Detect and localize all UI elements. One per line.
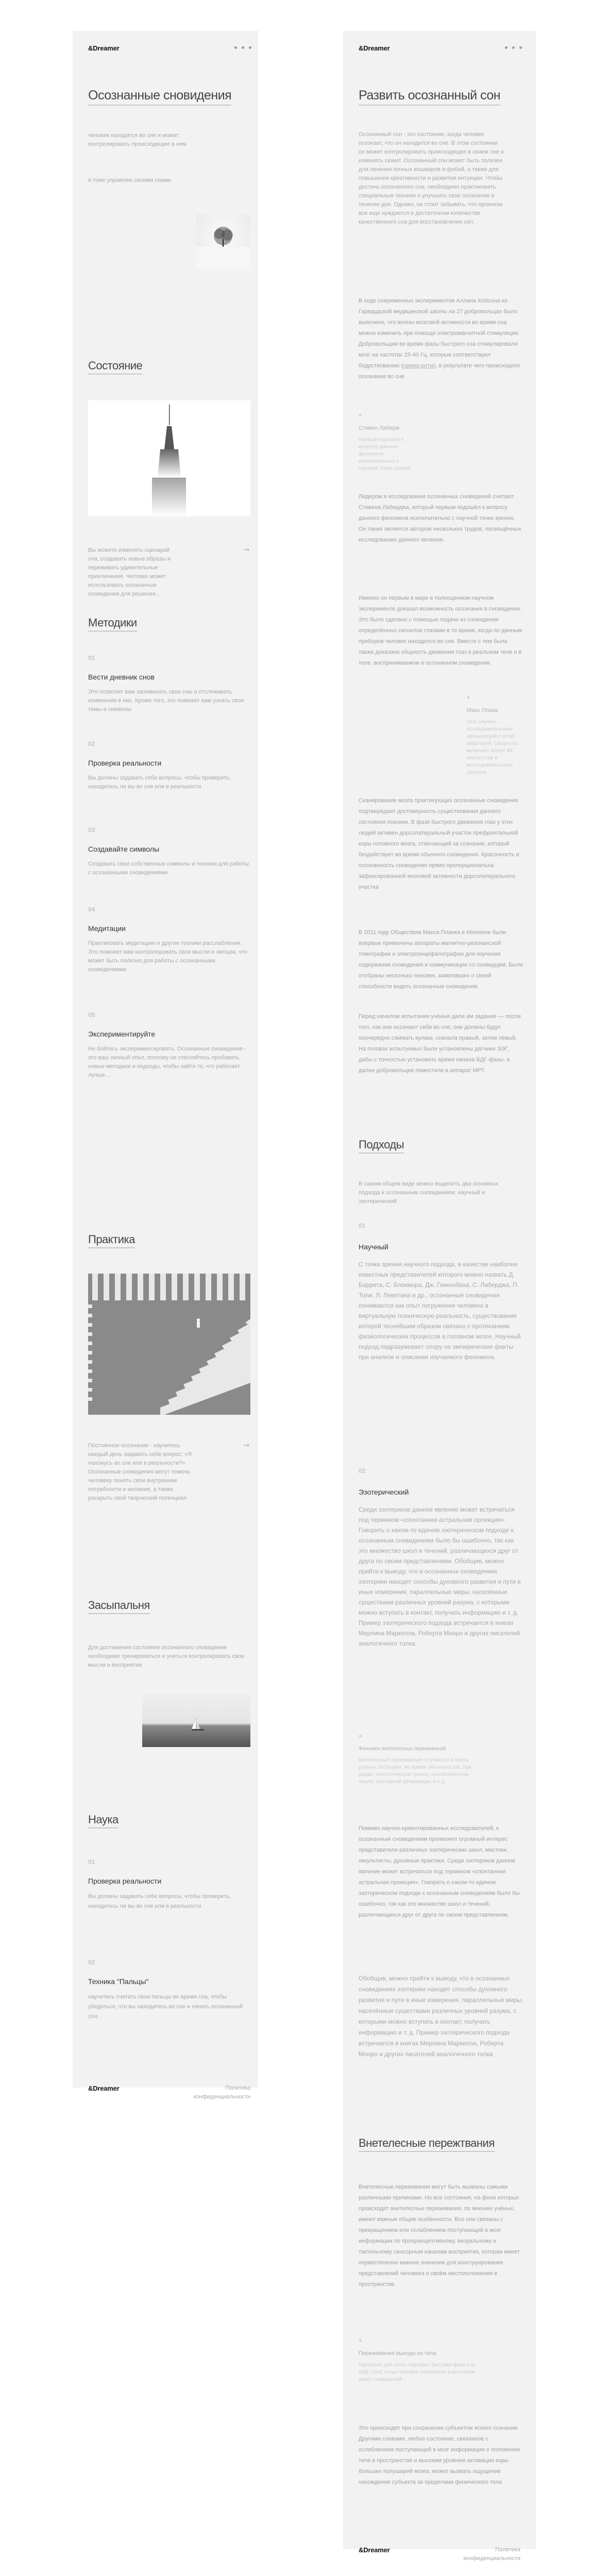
planck-paragraph-1: В 2011 году Обществом Макса Планка в Мюнхене были впервые применены аппараты магнитно-резонансной томографии и электроэнцефалографии для изучения содержания сновидения и коммуникации со сновидцем. Были отобраны несколько человек, заявлявших о своей способности видеть осознанные сновидения.	[359, 929, 523, 990]
item-text: научитесь считать свои пальцы во время сна, чтобы убедиться, что вы находитесь во сне и начать осознанный сон.	[88, 1994, 243, 2020]
section-title-practice: Практика	[88, 1233, 135, 1248]
arrow-right-icon[interactable]: →	[242, 543, 251, 553]
methods-item	[88, 654, 250, 714]
esoteric-paragraph-2: Обобщив, можно прийти к выводу, что в осознанных сновидениях эзотерики находят способы духовного развития и пути в иные измерения, параллельные миры, населённые существами различных уровней разума, с которыми можно вступать в контакт, получать информацию и т. д. Пример эзотерического подхода встречается в книгах Мерлина Маркелла, Роберта Монро и других писателей аналогичного толка	[359, 1975, 523, 2058]
item-title: Проверка реальности	[88, 1877, 162, 1885]
hero-subtitle: человек находится во сне и может контролировать происходящее в нем	[88, 132, 187, 147]
sailboat-photo	[142, 1694, 250, 1747]
footer-logo[interactable]: &Dreamer	[359, 2546, 390, 2554]
item-number: 03	[88, 826, 95, 834]
note-title: Стивен Лаберж	[359, 425, 400, 431]
science-item	[88, 1858, 250, 1911]
obe-title-wrap	[359, 2137, 495, 2152]
obe-paragraph-1: Внетелесные переживания могут быть вызваны самыми различными причинами. Но все состояния, на фоне которых происходят внетелесные переживания, по мнению учёных, имеют важные общие особенности. Все они связаны с прекращением или ослаблением поступающей в мозг информации по проприоцептивному, визуальному и тактильному сенсорным каналам восприятия, которая имеет первостепенно важное значение для конструирования представлений человека о своём местоположении в пространстве.	[359, 2184, 520, 2287]
footer-logo[interactable]: &Dreamer	[88, 2084, 120, 2092]
state-text: Вы можете изменять сценарий сна, создавать новые образы и переживать удивительные приключения. Человек может использовать осознанные сновидения для решения…	[88, 547, 171, 597]
methods-title-wrap	[88, 617, 137, 632]
item-number: 04	[88, 906, 95, 913]
note-title: Переживания выхода из тела	[359, 2350, 436, 2357]
methods-item	[88, 1011, 250, 1080]
item-number: 01	[88, 1858, 95, 1866]
item-title: Вести дневник снов	[88, 673, 155, 681]
item-text: С точки зрения научного подхода, в качестве наиболее известных представителей которого можно назвать Д. Баррета, С. Блэкмора, Дж. Гаккенбаха, С. Лаберджа, П. Толи, Л. Левитана и др., осознанные сновидения понимаются как опыт погружения человека в виртуальную психическую реальность, существование которой теснейшим образом связано с протеканием физиологических процессов в головном мозге. Научный подход подразумевает опору на эмпирические факты при анализе и описании изучаемого феномена.	[359, 1261, 521, 1361]
asterisk-icon: *	[467, 695, 470, 704]
laberge-paragraph-2: Именно он первым в мире в полноценном научном эксперименте доказал возможность осознания в сновидении. Это было сделано с помощью подачи из сновидения определённых сигналов глазами в то время, когда по данным приборов человек находился во сне. Вместе с тем была также доказана общность движения глаз в реальном теле и в теле, воспринимаемом в осознанном сновидении.	[359, 595, 522, 666]
note-text: внетелесные переживания случаются в очень разных ситуациях: во время обычного сна, при родах, гипнотическом трансе, околосмертном опыте, сенсорной депривации и т. д.	[359, 1757, 471, 1785]
item-text: Не бойтесь экспериментировать. Осознанные сновидения - это ваш личный опыт, поэтому не стесняйтесь пробовать новые методики и подходы, чтобы найти то, что работает лучше…	[88, 1046, 246, 1078]
page-title: Развить осознанный сон	[359, 89, 500, 106]
item-text: Среди эзотериков данное явление может встречаться под термином «спонтанная астральная проекция». Говорить о каком-то едином эзотерическом подходе к осознанным сновидениям было бы ошибочно, так как это множество школ и течений, различающихся друг от друга по своим представлениям. Обобщив, можно прийти к выводу, что в осознанных сновидениях эзотерики находят способы духовного развития и пути в иные измерения, параллельные миры, населённые существами различных уровней разума, с которыми можно вступать в контакт, получать информацию и т. д. Пример эзотерического подхода встречается в книгах Мерлина Маркелла, Роберта Монро и других писателей аналогичного толка.	[359, 1506, 521, 1647]
item-text: Практиковать медитацию и другие техники расслабления. Это поможет вам контролировать свои мысли и эмоции, что может быть полезно для работы с осознанными сновидениями	[88, 940, 247, 973]
sleep-title-wrap	[88, 1599, 150, 1614]
more-dots-icon[interactable]	[234, 46, 251, 49]
item-number: 02	[359, 1467, 366, 1475]
note-obe-phenomenon	[359, 1734, 472, 1786]
hobson-paragraph	[359, 296, 523, 382]
brand-logo[interactable]: &Dreamer	[88, 44, 120, 52]
falling-asleep-text: Для достижения состояния осознанного сновидения необходимо тренироваться и учиться контролировать свои мысли и восприятие	[88, 1645, 245, 1668]
asterisk-icon: *	[359, 2338, 362, 2347]
crosswalk-photo	[88, 1274, 250, 1415]
right-page	[343, 31, 536, 2562]
hero-tagline: я тоже управляю своими снами	[88, 177, 172, 183]
note-text: первым подошёл к вопросу данного феномена исключительно с научной точки зрения	[359, 437, 411, 471]
practice-text: Постоянное осознание - научитесь каждый день задавать себе вопрос: «Я нахожусь во сне или в реальности?» Осознанные сновидения могут помочь человеку понять свои внутренние потребности и желания, а также раскрыть свой творческий потенциал	[88, 1443, 192, 1501]
asterisk-icon: *	[359, 1734, 362, 1742]
item-number: 02	[88, 740, 95, 748]
note-title: Феномен внетелесных переживаний	[359, 1746, 446, 1752]
more-dots-icon[interactable]	[505, 46, 522, 49]
brand-logo[interactable]: &Dreamer	[359, 44, 390, 52]
item-title: Техника "Пальцы"	[88, 1977, 149, 1986]
section-title-approaches: Подходы	[359, 1139, 404, 1154]
section-title-obe: Внетелесные пережтвания	[359, 2137, 495, 2152]
item-title: Медитации	[88, 924, 126, 933]
arrow-right-icon[interactable]: →	[242, 1438, 251, 1449]
note-laberge	[359, 413, 415, 472]
page-title: Осознанные сновидения	[88, 89, 231, 106]
item-number: 01	[88, 654, 95, 662]
privacy-policy-link[interactable]: Политика конфиденциальности	[463, 2547, 520, 2562]
laberge-paragraph-1: Лидером в исследовании осознанных сновидений считают Стивена Лаберджа, который первым подошёл к вопросу данного феномена исключительно с научной точки зрения. Он также является автором нескольких трудов, посвящённых исследованию данного явления.	[359, 494, 521, 543]
section-title-state: Состояние	[88, 360, 142, 375]
item-number: 02	[88, 1959, 95, 1966]
intro-text: Осознанный сон - это состояние, когда человек осознает, что он находится во сне. В этом состоянии он может контролировать происходящее в своем сне и изменять сюжет. Осознанный сон может быть полезен для лечения ночных кошмаров и фобий, а также для повышения креативности и развития интуиции. Чтобы достичь осознанного сна, необходимо практиковать специальные техники и улучшать свое осознание в течение дня. Однако, не стоит забывать, что организм все еще нуждается в достаточном количестве качественного сна для восстановления сил.	[359, 131, 504, 225]
scan-paragraph: Сканирование мозга практикующих осознанные сновидения подтверждает достоверность существования данного состояния психики. В фазе быстрого движения глаз у этих людей активен дорсолатеральный участок префронтальной коры головного мозга, отвечающий за сознание, который бездействует во время обычного сновидения. Красочность и осознанность сновидения прямо пропорциональна зафиксированной мозговой активности дорсолатерального участка	[359, 798, 519, 890]
item-number: 01	[359, 1222, 366, 1229]
hero-title-wrap	[88, 89, 231, 106]
section-title-science: Наука	[88, 1814, 119, 1828]
item-text: Вы должны задавать себе вопросы, чтобы проверить, находитесь ли вы во сне или в реальности	[88, 775, 231, 790]
left-page	[73, 31, 258, 2100]
item-title: Эзотерический	[359, 1488, 409, 1496]
methods-item	[88, 906, 250, 974]
item-text: Создавать свои собственные символы и техники для работы с осознанными сновидениями.	[88, 861, 249, 876]
science-item	[88, 1959, 250, 2022]
section-title-methods: Методики	[88, 617, 137, 632]
item-text: Вы должны задавать себе вопросы, чтобы проверить, находитесь ли вы во сне или в реальности	[88, 1893, 231, 1909]
methods-item	[88, 740, 250, 791]
science-title-wrap	[88, 1814, 119, 1828]
item-number: 05	[88, 1011, 95, 1019]
item-text: Это позволит вам запоминать свои сны и отслеживать изменения в них. Кроме того, это поможет вам узнать свои темы и символы	[88, 689, 244, 713]
item-title: Проверка реальности	[88, 759, 162, 767]
esoteric-paragraph-1: Помимо научно-ориентированных исследователей, к осознанным сновидениям проявляют огромный интерес представители различных эзотерических школ, мистики, оккультисты, духовные практики. Среди эзотериков данное явление может встречаться под термином «спонтанная астральная проекция». Говорить о каком-то едином эзотерическом подходе к осознанным сновидениям было бы ошибочно, так как это множество школ и течений, различающихся друг от друга по своим представлениям.	[359, 1825, 520, 1918]
gamma-rhythm-link[interactable]: гамма-ритм	[403, 363, 434, 369]
planck-paragraph-2: Перед началом испытания учёные дали им задание — после того, как они осознают себя во сне, они должны будут поочерёдно сжимать кулаки, сначала правый, затем левый. На головах испытуемых были установлены датчики ЭЭГ, дабы с точностью установить время начала БДГ-фазы, а далее добровольцев поместили в аппарат МРТ.	[359, 1013, 521, 1074]
note-out-of-body	[359, 2338, 482, 2383]
privacy-policy-link[interactable]: Политика конфиденциальности	[193, 2085, 250, 2100]
tree-photo	[196, 214, 250, 268]
item-title: Научный	[359, 1243, 388, 1251]
hobson-text-start: В ходе современных экспериментов Аллана Хобсона из Гарвардской медицинской школы на 27 добровольцах было выяснено, что волны мозговой активности во время сна можно изменить при помощи электромагнитной стимуляции. Добровольцам во время фазы быстрого сна стимулировали мозг на частотах 25-40 Гц, которые соответствуют бодрствованию (	[359, 298, 520, 369]
approaches-intro: В самом общем виде можно выделить два основных подхода к осознанным сновидениям: научный и эзотерический	[359, 1181, 498, 1205]
methods-item	[88, 826, 250, 877]
note-text: Идеально для этого подходит быстрая фаза сна (БДГ-сон), когда человек становится участником ярких сновидений	[359, 2362, 475, 2382]
hobson-text-end: ), в результате чего происходило осознание во сне	[359, 363, 520, 380]
item-title: Создавайте символы	[88, 845, 160, 853]
section-title-falling-asleep: Засыпальня	[88, 1599, 150, 1614]
skyscraper-photo	[88, 400, 250, 516]
approach-item	[359, 1222, 523, 1362]
right-title-wrap	[359, 89, 500, 106]
obe-paragraph-2: Это происходит при сохранении субъектом ясного сознания. Другими словами, любое состояние, связанное с ослаблением поступающей в мозг информации о положении тела в пространстве и высоким уровнем активации коры больших полушарий мозга, может вызвать ощущение нахождения субъекта за пределами физического тела	[359, 2425, 520, 2485]
note-title: Макс Планк	[467, 707, 498, 714]
approaches-title-wrap	[359, 1139, 404, 1154]
asterisk-icon: *	[359, 413, 362, 421]
practice-title-wrap	[88, 1233, 135, 1248]
item-title: Экспериментируйте	[88, 1030, 156, 1038]
approach-item	[359, 1467, 523, 1649]
note-text: сеть научно-исследовательских организаций с штаб-квартирой. Общество включает более 80 институтов и исследовательских центров	[467, 719, 519, 775]
state-title-wrap	[88, 360, 142, 375]
note-planck	[467, 695, 523, 776]
